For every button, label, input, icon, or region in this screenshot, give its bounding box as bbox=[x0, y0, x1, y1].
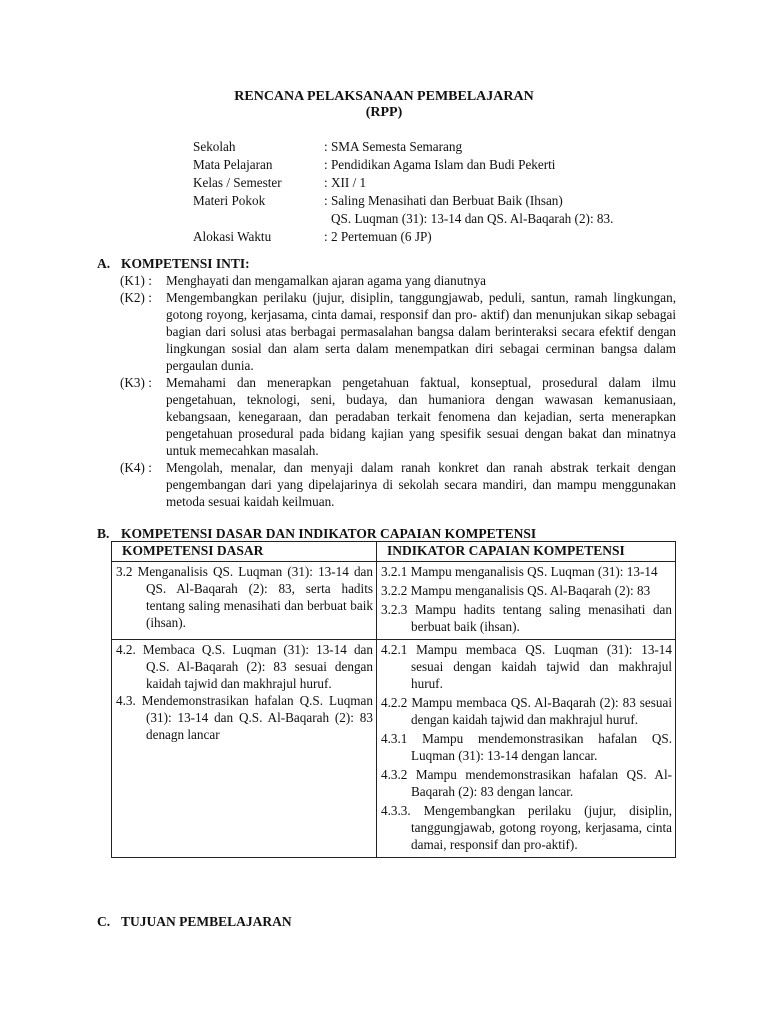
ki-code: (K4) : bbox=[120, 460, 152, 475]
info-row-kelas bbox=[193, 174, 693, 192]
section-heading-b bbox=[97, 525, 536, 542]
info-label: Mata Pelajaran bbox=[193, 157, 273, 172]
info-value: : SMA Semesta Semarang bbox=[324, 139, 463, 154]
info-value: QS. Luqman (31): 13-14 dan QS. Al-Baqarah (2): 83. bbox=[331, 211, 614, 226]
indicator-item: 4.3.1 Mampu mendemonstrasikan hafalan QS. Luqman (31): 13-14 dengan lancar. bbox=[381, 731, 672, 763]
kd-item: 4.2. Membaca Q.S. Luqman (31): 13-14 dan Q.S. Al-Baqarah (2): 83 sesuai dengan kaidah tajwid dan makhrajul huruf. bbox=[116, 642, 373, 691]
ki-code: (K3) : bbox=[120, 375, 152, 390]
info-value: : Pendidikan Agama Islam dan Budi Pekerti bbox=[324, 157, 556, 172]
list-item bbox=[120, 272, 676, 289]
info-label: Materi Pokok bbox=[193, 193, 266, 208]
indicator-item: 4.2.2 Mampu membaca QS. Al-Baqarah (2): 83 sesuai dengan kaidah tajwid dan makhrajul huruf. bbox=[381, 695, 672, 727]
info-label: Alokasi Waktu bbox=[193, 229, 272, 244]
info-label: Kelas / Semester bbox=[193, 175, 282, 190]
info-value: : XII / 1 bbox=[324, 175, 367, 190]
ki-code: (K1) : bbox=[120, 273, 152, 288]
info-row-materi-cont bbox=[193, 210, 693, 228]
ki-text: Mengembangkan perilaku (jujur, disiplin, tanggungjawab, peduli, santun, ramah lingkungan, gotong royong, kerjasama, cinta damai, responsif dan pro- aktif) dan menunjukan sikap sebagai bagian dari solusi atas berbagai permasalahan bangsa dalam berinteraksi secara efektif dengan lingkungan sosial dan alam serta dalam menempatkan diri sebagai cerminan bangsa dalam pergaulan dunia. bbox=[166, 290, 676, 373]
section-title: KOMPETENSI INTI: bbox=[121, 256, 250, 271]
indicator-item: 4.3.3. Mengembangkan perilaku (jujur, disiplin, tanggungjawab, gotong royong, kerjasama, cinta damai, responsif dan pro-aktif). bbox=[381, 803, 672, 852]
indicator-item: 3.2.1 Mampu menganalisis QS. Luqman (31): 13-14 bbox=[381, 564, 658, 579]
kd-item: 3.2 Menganalisis QS. Luqman (31): 13-14 dan QS. Al-Baqarah (2): 83, serta hadits tentang saling menasihati dan berbuat baik (ihsan). bbox=[116, 564, 373, 630]
list-item bbox=[120, 459, 676, 510]
ki-code: (K2) : bbox=[120, 290, 152, 305]
section-title: KOMPETENSI DASAR DAN INDIKATOR CAPAIAN KOMPETENSI bbox=[121, 526, 537, 541]
page-subtitle: (RPP) bbox=[365, 105, 403, 120]
info-row-mapel bbox=[193, 156, 693, 174]
indicator-item: 4.3.2 Mampu mendemonstrasikan hafalan QS. Al-Baqarah (2): 83 dengan lancar. bbox=[381, 767, 672, 799]
info-row-materi bbox=[193, 192, 693, 210]
kd-cell bbox=[112, 562, 377, 640]
page-title: RENCANA PELAKSANAAN PEMBELAJARAN bbox=[234, 89, 534, 104]
info-row-sekolah bbox=[193, 138, 693, 156]
competency-table bbox=[111, 541, 676, 858]
table-row bbox=[112, 640, 676, 858]
identity-block bbox=[193, 138, 693, 246]
section-heading-a bbox=[97, 255, 250, 272]
section-number: C. bbox=[97, 914, 111, 929]
kd-cell bbox=[112, 640, 377, 858]
table-row bbox=[112, 562, 676, 640]
ki-text: Mengolah, menalar, dan menyaji dalam ranah konkret dan ranah abstrak terkait dengan pengembangan dari yang dipelajarinya di sekolah secara mandiri, dan mampu menggunakan metoda sesuai kaidah keilmuan. bbox=[166, 460, 676, 509]
section-number: B. bbox=[97, 526, 110, 541]
ki-text: Menghayati dan mengamalkan ajaran agama yang dianutnya bbox=[166, 273, 487, 288]
info-label: Sekolah bbox=[193, 139, 236, 154]
list-item bbox=[120, 289, 676, 374]
kompetensi-inti-list bbox=[120, 272, 676, 510]
section-title: TUJUAN PEMBELAJARAN bbox=[121, 914, 292, 929]
ick-cell bbox=[377, 640, 676, 858]
ick-cell bbox=[377, 562, 676, 640]
indicator-item: 3.2.3 Mampu hadits tentang saling menasihati dan berbuat baik (ihsan). bbox=[381, 602, 672, 634]
column-header-ick: INDIKATOR CAPAIAN KOMPETENSI bbox=[377, 542, 676, 562]
info-row-alokasi bbox=[193, 228, 693, 246]
table-header-row bbox=[112, 542, 676, 562]
ki-text: Memahami dan menerapkan pengetahuan faktual, konseptual, prosedural dalam ilmu pengetahuan, teknologi, seni, budaya, dan humaniora dengan wawasan kemanusiaan, kebangsaan, kenegaraan, dan peradaban terkait fenomena dan kejadian, serta menerapkan pengetahuan prosedural pada bidang kajian yang spesifik sesuai dengan bakat dan minatnya untuk memecahkan masalah. bbox=[166, 375, 676, 458]
section-number: A. bbox=[97, 256, 111, 271]
indicator-item: 3.2.2 Mampu menganalisis QS. Al-Baqarah (2): 83 bbox=[381, 583, 651, 598]
info-value: : Saling Menasihati dan Berbuat Baik (Ihsan) bbox=[324, 193, 563, 208]
kd-item: 4.3. Mendemonstrasikan hafalan Q.S. Luqman (31): 13-14 dan Q.S. Al-Baqarah (2): 83 denagn lancar bbox=[116, 693, 373, 742]
list-item bbox=[120, 374, 676, 459]
section-heading-c bbox=[97, 913, 292, 930]
column-header-kd: KOMPETENSI DASAR bbox=[112, 542, 377, 562]
indicator-item: 4.2.1 Mampu membaca QS. Luqman (31): 13-14 sesuai dengan kaidah tajwid dan makhrajul huruf. bbox=[381, 642, 672, 691]
info-value: : 2 Pertemuan (6 JP) bbox=[324, 229, 432, 244]
